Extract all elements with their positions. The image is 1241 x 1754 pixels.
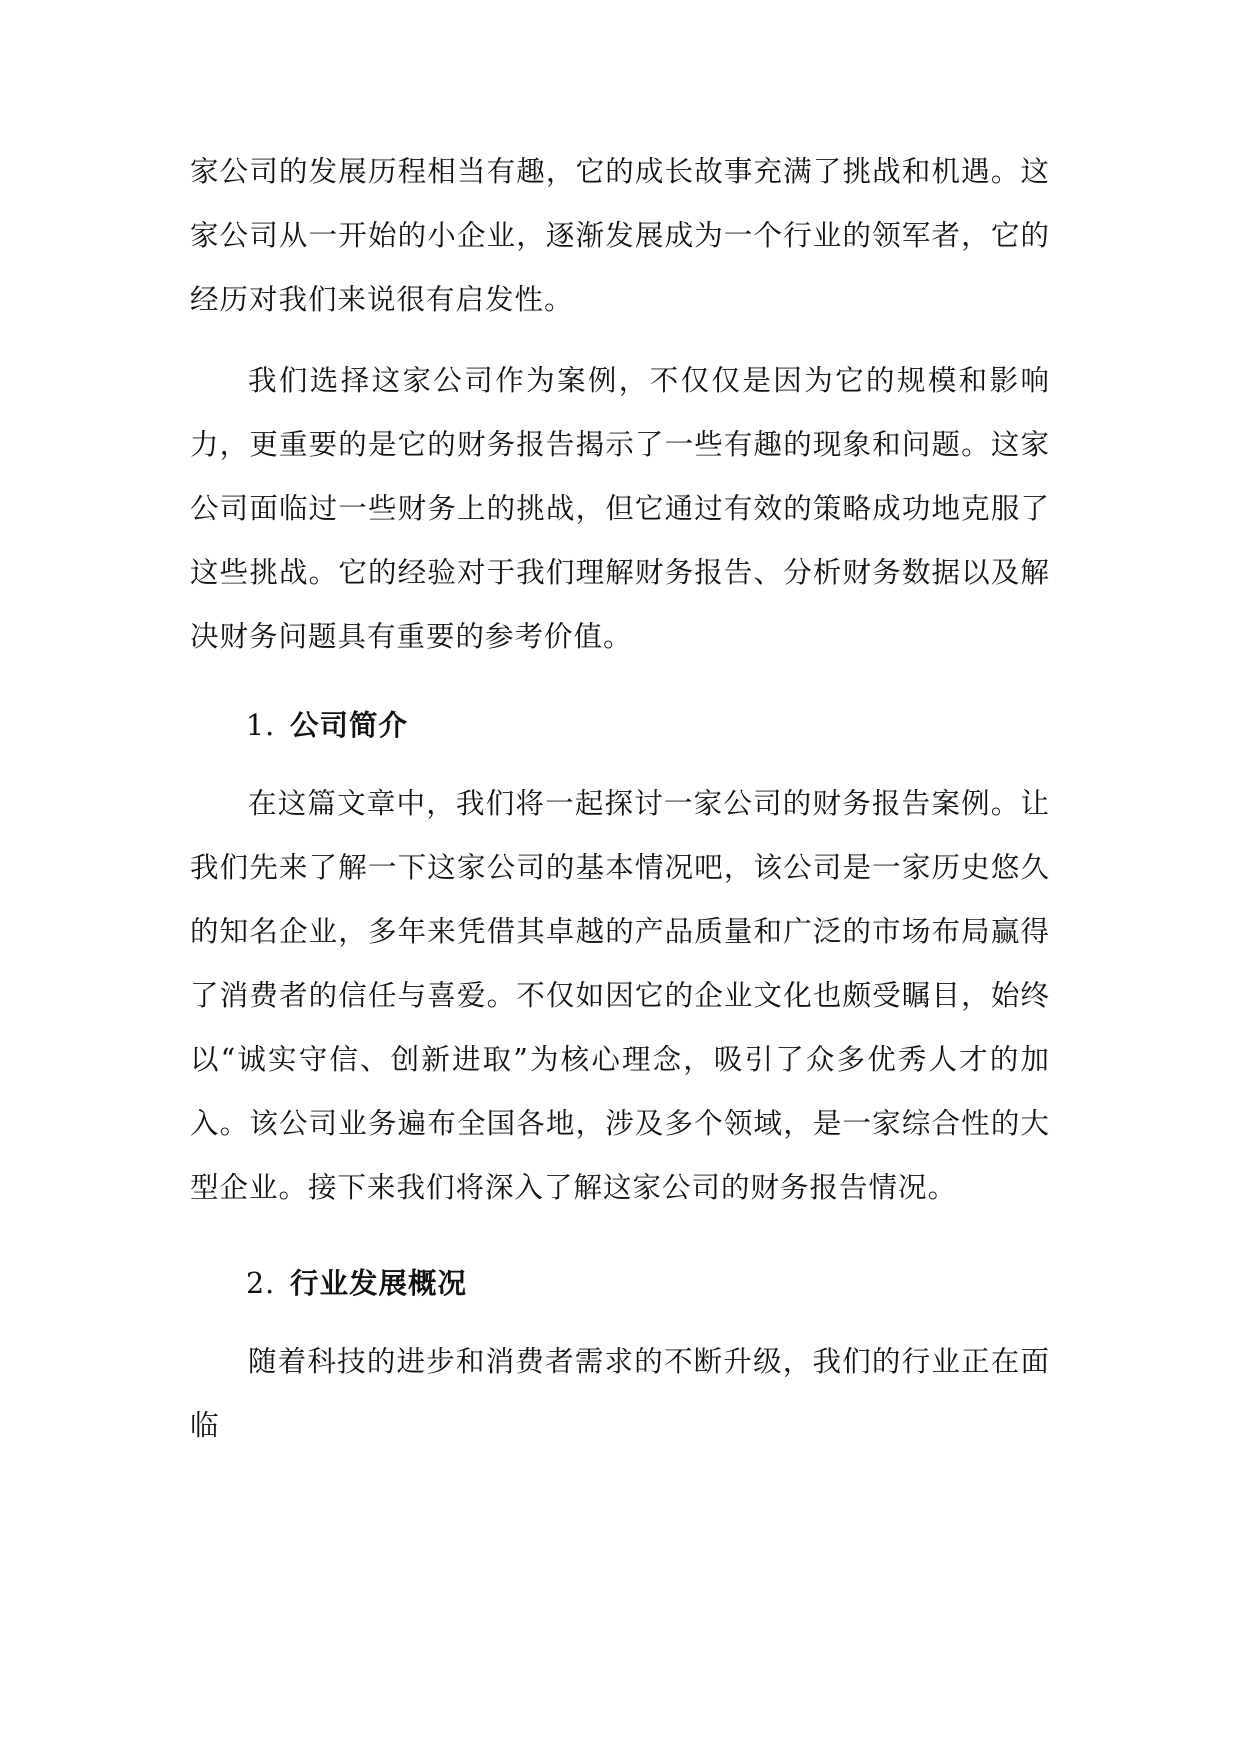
paragraph-company-intro: 在这篇文章中，我们将一起探讨一家公司的财务报告案例。让我们先来了解一下这家公司的基本情况吧，该公司是一家历史悠久的知名企业，多年来凭借其卓越的产品质量和广泛的市场布局赢得了消费者的信任与喜爱。不仅如因它的企业文化也颇受瞩目，始终以“诚实守信、创新进取”为核心理念，吸引了众多优秀人才的加入。该公司业务遍布全国各地，涉及多个领域，是一家综合性的大型企业。接下来我们将深入了解这家公司的财务报告情况。 (190, 787, 1050, 1204)
section-heading-company-intro (190, 694, 1050, 758)
paragraph-industry-overview: 随着科技的进步和消费者需求的不断升级，我们的行业正在面临 (190, 1345, 1050, 1442)
section-title: 公司简介 (290, 709, 409, 742)
document-body (190, 140, 1050, 1458)
paragraph-case-selection: 我们选择这家公司作为案例，不仅仅是因为它的规模和影响力，更重要的是它的财务报告揭示了一些有趣的现象和问题。这家公司面临过一些财务上的挑战，但它通过有效的策略成功地克服了这些挑战。它的经验对于我们理解财务报告、分析财务数据以及解决财务问题具有重要的参考价值。 (190, 364, 1050, 653)
paragraph-company-history: 家公司的发展历程相当有趣，它的成长故事充满了挑战和机遇。这家公司从一开始的小企业，逐渐发展成为一个行业的领军者，它的经历对我们来说很有启发性。 (190, 155, 1050, 316)
section-number: 2. (246, 1267, 276, 1300)
section-number: 1. (246, 709, 276, 742)
section-title: 行业发展概况 (290, 1267, 468, 1300)
section-heading-industry-overview (190, 1252, 1050, 1316)
